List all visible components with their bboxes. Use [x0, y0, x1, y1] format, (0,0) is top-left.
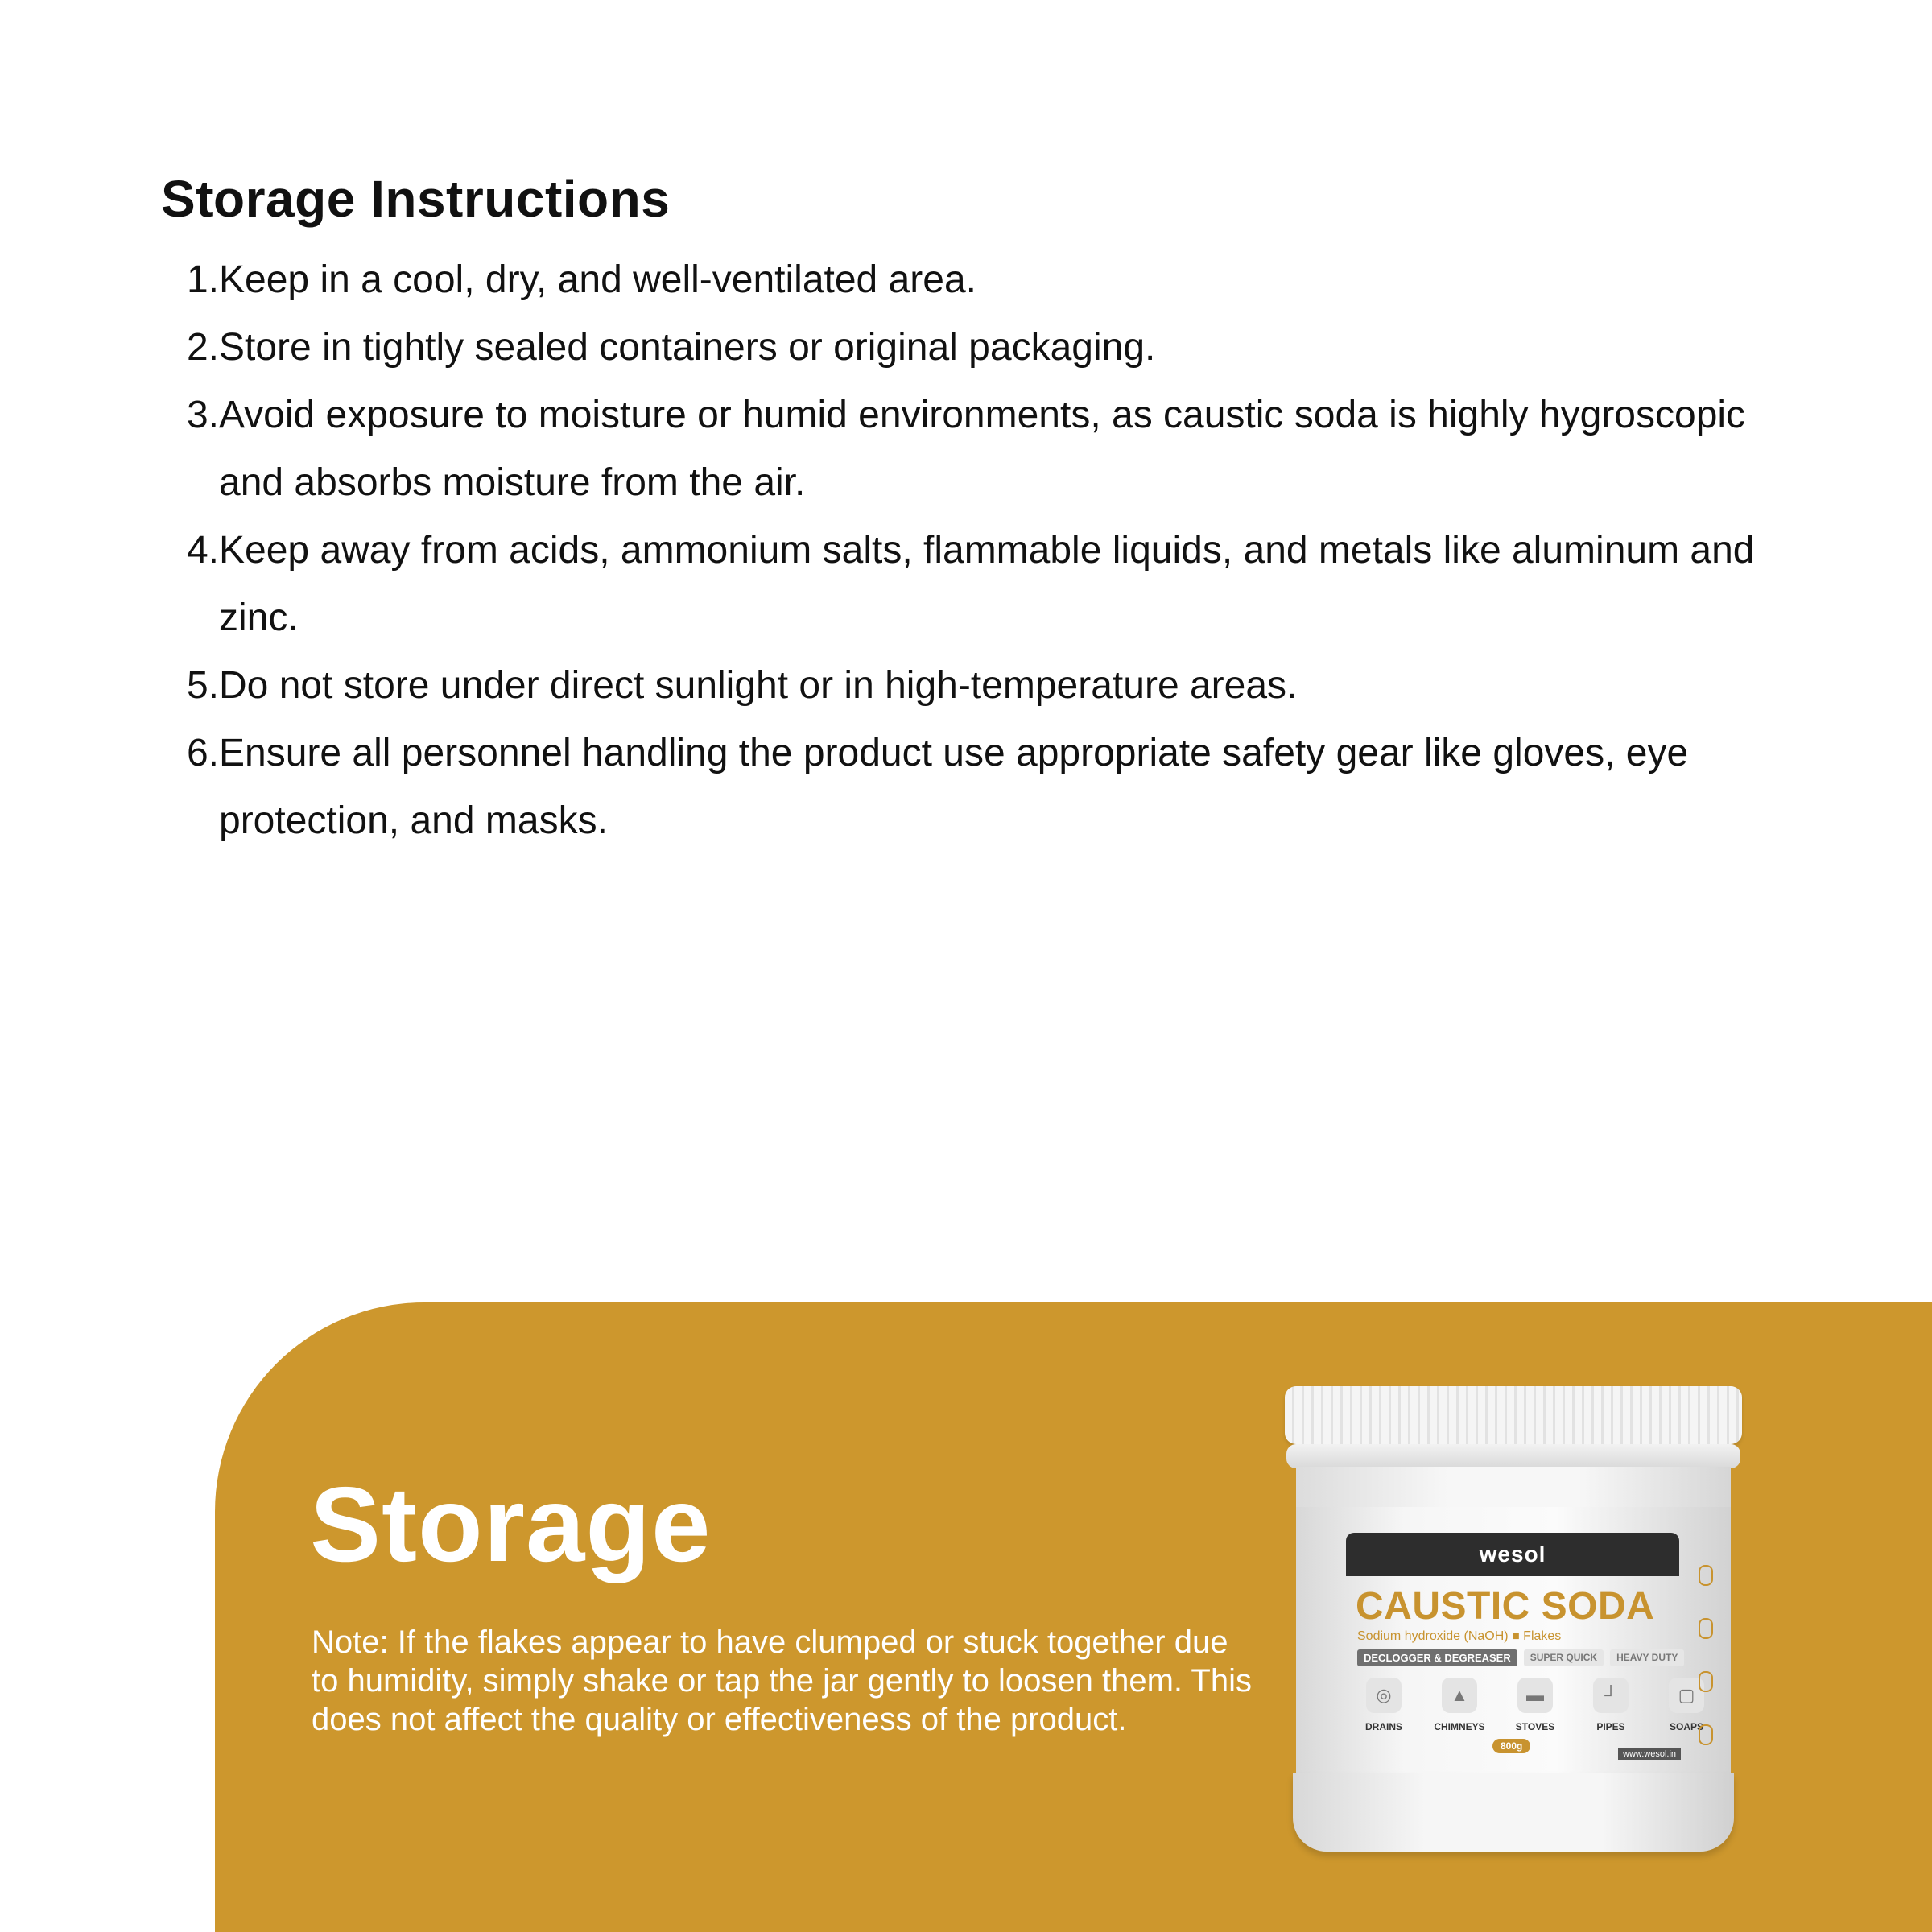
list-text: Keep away from acids, ammonium salts, flammable liquids, and metals like aluminum and zinc.: [219, 529, 1755, 639]
pipe-icon: ┘: [1593, 1678, 1629, 1713]
product-weight: 800g: [1492, 1739, 1530, 1753]
drain-icon: ◎: [1366, 1678, 1402, 1713]
jar-lid: [1285, 1386, 1742, 1444]
use-label: CHIMNEYS: [1434, 1721, 1485, 1732]
list-number: 6.: [186, 732, 219, 774]
stove-icon: ▬: [1517, 1678, 1553, 1713]
use-label: SOAPS: [1669, 1721, 1703, 1732]
list-text: Do not store under direct sunlight or in high-temperature areas.: [219, 664, 1298, 707]
list-text: Store in tightly sealed containers or original packaging.: [219, 326, 1156, 369]
use-label: STOVES: [1515, 1721, 1555, 1732]
list-number: 5.: [186, 664, 219, 707]
product-jar-image: [1280, 1386, 1747, 1853]
feature-icon: [1699, 1565, 1713, 1586]
list-item: [161, 720, 1811, 855]
list-text: Avoid exposure to moisture or humid environments, as caustic soda is highly hygroscopic and absorbs moisture from the air.: [219, 394, 1746, 504]
list-item: [161, 314, 1811, 382]
product-tag: SUPER QUICK: [1524, 1649, 1604, 1666]
list-item: [161, 517, 1811, 652]
instructions-list: [161, 246, 1811, 855]
use-item: [1354, 1678, 1414, 1732]
storage-instructions-section: [161, 169, 1811, 855]
list-number: 3.: [186, 394, 219, 436]
product-name: CAUSTIC SODA: [1356, 1585, 1655, 1628]
product-subtitle: Sodium hydroxide (NaOH) ■ Flakes: [1357, 1629, 1562, 1643]
side-feature-icons: [1699, 1565, 1713, 1745]
jar-base: [1293, 1773, 1734, 1852]
product-url: www.wesol.in: [1618, 1748, 1681, 1760]
product-tag: HEAVY DUTY: [1610, 1649, 1684, 1666]
list-number: 2.: [186, 326, 219, 369]
soap-icon: ▢: [1669, 1678, 1704, 1713]
panel-note: Note: If the flakes appear to have clumped or stuck together due to humidity, simply shake or tap the jar gently to loosen them. This does not affect the quality or effectiveness of the product.: [312, 1624, 1252, 1737]
use-label: DRAINS: [1364, 1721, 1402, 1732]
storage-instructions-title: Storage Instructions: [161, 170, 671, 228]
use-item: [1430, 1678, 1489, 1732]
use-label: PIPES: [1596, 1721, 1625, 1732]
use-item: [1505, 1678, 1565, 1732]
chimney-icon: ▲: [1442, 1678, 1477, 1713]
feature-icon: [1699, 1618, 1713, 1639]
jar-rim: [1286, 1444, 1740, 1468]
product-tag: DECLOGGER & DEGREASER: [1357, 1649, 1517, 1666]
feature-icon: [1699, 1724, 1713, 1745]
product-tags: [1357, 1649, 1684, 1666]
panel-title: Storage: [310, 1465, 712, 1583]
list-item: [161, 246, 1811, 314]
list-number: 4.: [186, 529, 219, 572]
list-text: Keep in a cool, dry, and well-ventilated area.: [219, 258, 976, 301]
list-item: [161, 652, 1811, 720]
use-item: [1581, 1678, 1641, 1732]
list-text: Ensure all personnel handling the product use appropriate safety gear like gloves, eye protection, and masks.: [219, 732, 1689, 842]
product-uses: [1354, 1678, 1716, 1732]
list-item: [161, 382, 1811, 517]
list-number: 1.: [186, 258, 219, 301]
brand-logo: wesol: [1346, 1533, 1679, 1576]
feature-icon: [1699, 1671, 1713, 1692]
